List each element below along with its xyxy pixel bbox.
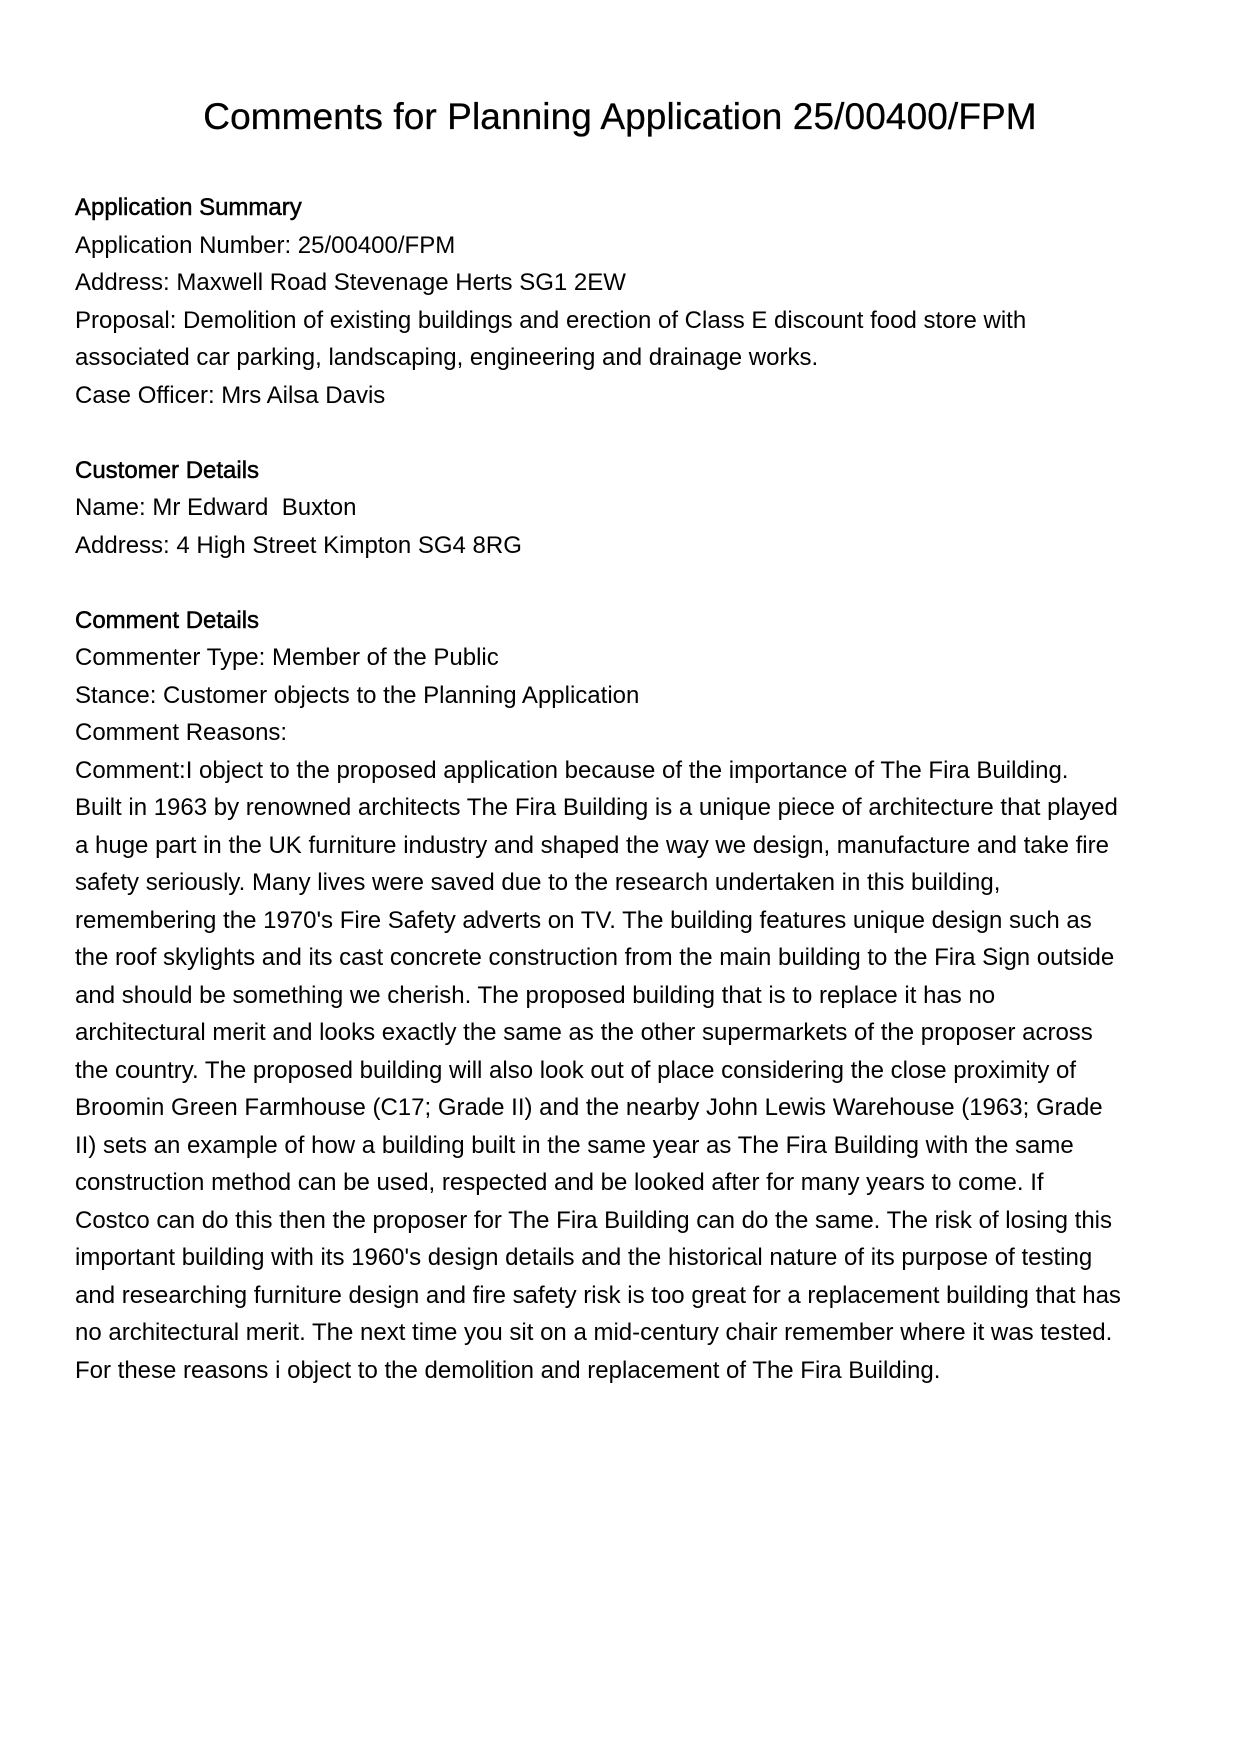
case-officer: Case Officer: Mrs Ailsa Davis [75, 381, 386, 409]
comment-line: important building with its 1960's design details and the historical nature of its purpose of testing [75, 1244, 1093, 1271]
comment-line: safety seriously. Many lives were saved due to the research undertaken in this building, [75, 869, 1001, 896]
comment-line: II) sets an example of how a building built in the same year as The Fira Building with the same [75, 1131, 1074, 1159]
comment-line: For these reasons i object to the demolition and replacement of The Fira Building. [75, 1356, 941, 1384]
application-summary-heading: Application Summary [75, 194, 302, 221]
comment-line: and researching furniture design and fire safety risk is too great for a replacement building that has [75, 1281, 1121, 1309]
comment-line: the country. The proposed building will also look out of place considering the close proximity of [75, 1056, 1077, 1084]
comment-line: Built in 1963 by renowned architects The Fira Building is a unique piece of architecture that played [75, 794, 1118, 821]
customer-name: Name: Mr Edward Buxton [75, 494, 357, 521]
comment-line: no architectural merit. The next time you sit on a mid-century chair remember where it was tested. [75, 1319, 1113, 1346]
comment-line: remembering the 1970's Fire Safety adverts on TV. The building features unique design such as [75, 906, 1092, 934]
comment-line: Comment:I object to the proposed application because of the importance of The Fira Building. [75, 756, 1069, 784]
comment-line: the roof skylights and its cast concrete construction from the main building to the Fira Sign outside [75, 944, 1115, 971]
customer-details-section [75, 452, 1165, 565]
customer-address: Address: 4 High Street Kimpton SG4 8RG [75, 531, 522, 559]
commenter-type: Commenter Type: Member of the Public [75, 644, 499, 671]
proposal-line-1: Proposal: Demolition of existing buildings and erection of Class E discount food store with [75, 306, 1027, 334]
application-number: Application Number: 25/00400/FPM [75, 231, 456, 259]
comment-details-heading: Comment Details [75, 606, 260, 634]
comment-line: construction method can be used, respected and be looked after for many years to come. If [75, 1169, 1044, 1196]
comment-line: architectural merit and looks exactly the same as the other supermarkets of the proposer across [75, 1019, 1093, 1046]
application-address: Address: Maxwell Road Stevenage Herts SG1 2EW [75, 269, 626, 296]
comment-line: a huge part in the UK furniture industry and shaped the way we design, manufacture and take fire [75, 831, 1109, 859]
comment-reasons: Comment Reasons: [75, 719, 288, 746]
customer-details-heading: Customer Details [75, 456, 260, 484]
proposal-line-2: associated car parking, landscaping, engineering and drainage works. [75, 344, 819, 371]
comment-line: Costco can do this then the proposer for The Fira Building can do the same. The risk of losing this [75, 1206, 1113, 1234]
page-title: Comments for Planning Application 25/00400/FPM [203, 96, 1037, 137]
application-summary-section [75, 189, 1165, 414]
stance: Stance: Customer objects to the Planning Application [75, 681, 640, 709]
comment-details-section [75, 602, 1165, 1390]
comment-line: and should be something we cherish. The proposed building that is to replace it has no [75, 981, 996, 1009]
comment-line: Broomin Green Farmhouse (C17; Grade II) and the nearby John Lewis Warehouse (1963; Grade [75, 1094, 1103, 1121]
